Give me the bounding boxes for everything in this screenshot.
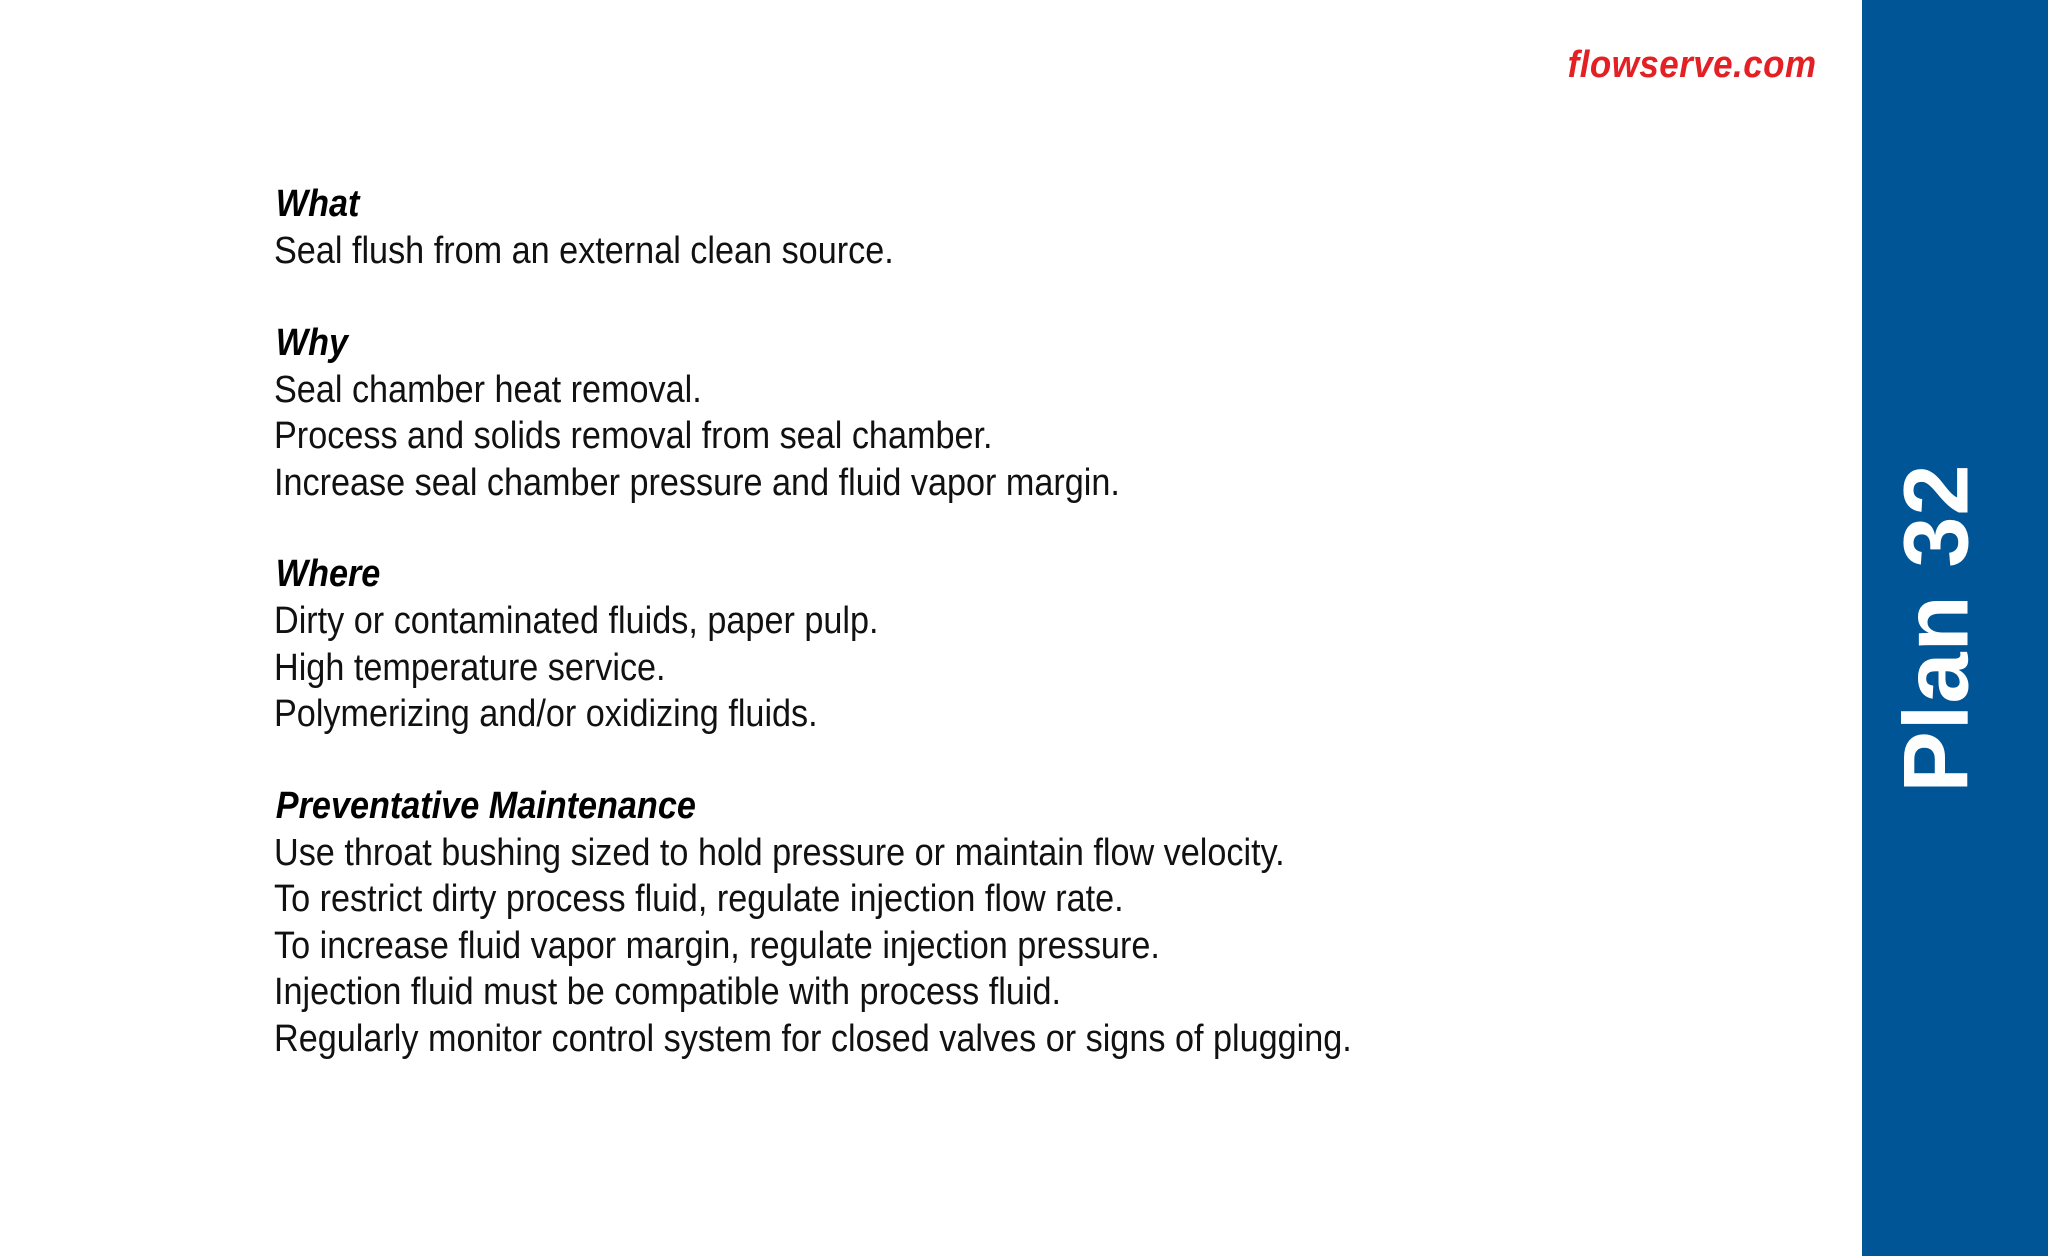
text-line: To increase fluid vapor margin, regulate injection pressure. [274, 924, 1160, 967]
text-line: Increase seal chamber pressure and fluid vapor margin. [274, 461, 1120, 504]
text-line: Seal chamber heat removal. [274, 368, 702, 411]
section-where [274, 551, 1834, 738]
section-what [274, 181, 1834, 275]
content-body [274, 181, 1834, 1107]
website-url[interactable]: flowserve.com [1567, 44, 1816, 86]
section-heading: What [275, 183, 360, 225]
text-line: Use throat bushing sized to hold pressure or maintain flow velocity. [274, 831, 1285, 874]
text-line: Injection fluid must be compatible with process fluid. [274, 971, 1061, 1013]
text-line: Polymerizing and/or oxidizing fluids. [274, 693, 818, 735]
section-preventative-maintenance [274, 783, 1834, 1063]
text-line: To restrict dirty process fluid, regulate injection flow rate. [274, 878, 1124, 920]
text-line: Dirty or contaminated fluids, paper pulp. [274, 600, 879, 642]
section-why [274, 320, 1834, 507]
plan-title: Plan 32 [1885, 463, 1988, 793]
text-line: Regularly monitor control system for closed valves or signs of plugging. [274, 1017, 1352, 1060]
section-heading: Where [275, 553, 381, 595]
section-heading: Preventative Maintenance [275, 784, 696, 827]
section-heading: Why [275, 321, 348, 364]
text-line: Process and solids removal from seal chamber. [274, 415, 993, 457]
text-line: High temperature service. [274, 646, 666, 689]
text-line: Seal flush from an external clean source. [274, 230, 894, 272]
